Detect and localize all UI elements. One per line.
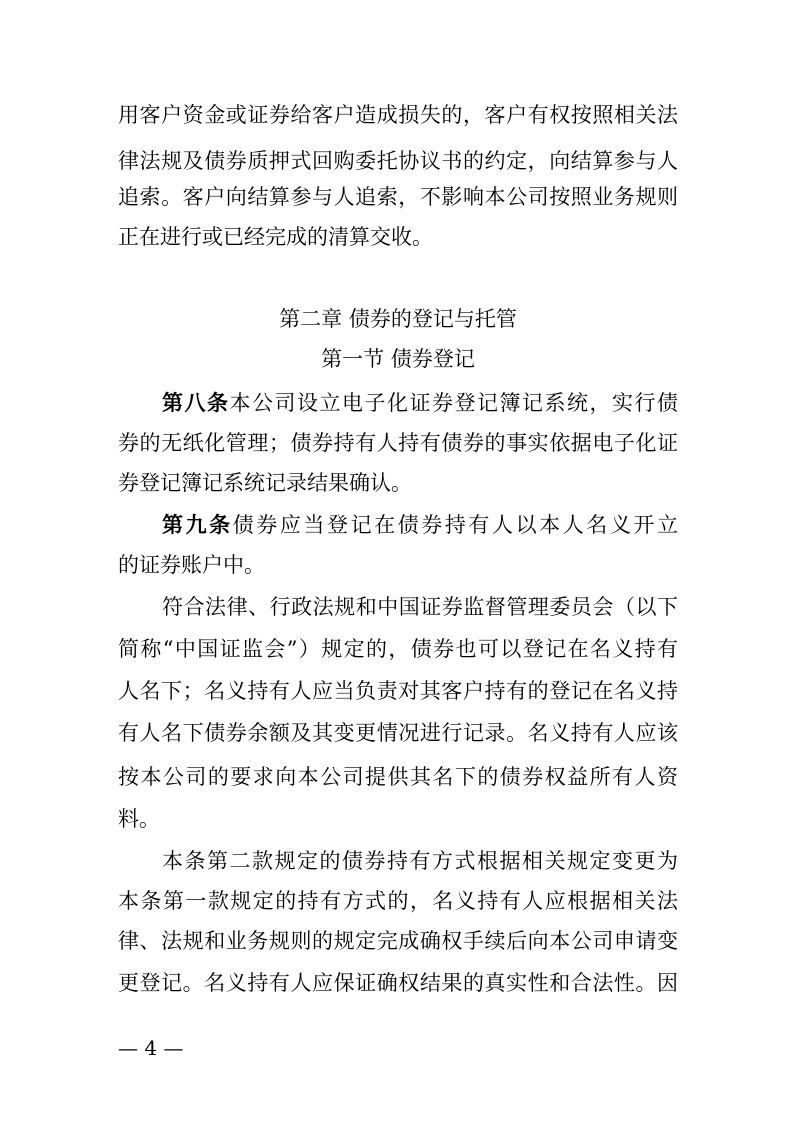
paragraph-line: 人名下；名义持有人应当负责对其客户持有的登记在名义持 — [118, 679, 678, 703]
article-8-label: 第八条 — [162, 390, 230, 415]
paragraph-line: 券登记簿记系统记录结果确认。 — [118, 471, 412, 495]
paragraph-line: 券的无纸化管理；债券持有人持有债券的事实依据电子化证 — [118, 431, 678, 455]
article-9-label: 第九条 — [162, 512, 233, 537]
article-9-text: 债券应当登记在债券持有人以本人名义开立 — [232, 513, 679, 537]
paragraph-line: 追索。客户向结算参与人追索，不影响本公司按照业务规则 — [118, 185, 678, 209]
section-title: 第一节 债券登记 — [321, 347, 475, 371]
paragraph-line: 本条第一款规定的持有方式的，名义持有人应根据相关法 — [118, 889, 678, 913]
article-8-first-line — [162, 388, 678, 418]
chapter-title: 第二章 债券的登记与托管 — [279, 307, 517, 331]
paragraph-line: 律、法规和业务规则的规定完成确权手续后向本公司申请变 — [118, 929, 678, 953]
paragraph-line: 更登记。名义持有人应保证确权结果的真实性和合法性。因 — [118, 971, 678, 995]
paragraph-line: 符合法律、行政法规和中国证券监督管理委员会（以下 — [162, 595, 678, 619]
paragraph-line: 有人名下债券余额及其变更情况进行记录。名义持有人应该 — [118, 721, 678, 745]
article-8-text: 本公司设立电子化证券登记簿记系统，实行债 — [229, 391, 678, 415]
paragraph-line: 本条第二款规定的债券持有方式根据相关规定变更为 — [162, 849, 678, 873]
page-number: — 4 — — [118, 1036, 184, 1060]
paragraph-line: 料。 — [118, 807, 160, 831]
paragraph-line: 用客户资金或证券给客户造成损失的，客户有权按照相关法 — [118, 103, 678, 127]
paragraph-line: 简称“中国证监会”）规定的，债券也可以登记在名义持有 — [118, 637, 678, 661]
paragraph-line: 的证券账户中。 — [118, 553, 265, 577]
article-9-first-line — [162, 510, 678, 540]
paragraph-line: 律法规及债券质押式回购委托协议书的约定，向结算参与人 — [118, 149, 678, 173]
paragraph-line: 按本公司的要求向本公司提供其名下的债券权益所有人资 — [118, 765, 678, 789]
paragraph-line: 正在进行或已经完成的清算交收。 — [118, 225, 433, 249]
